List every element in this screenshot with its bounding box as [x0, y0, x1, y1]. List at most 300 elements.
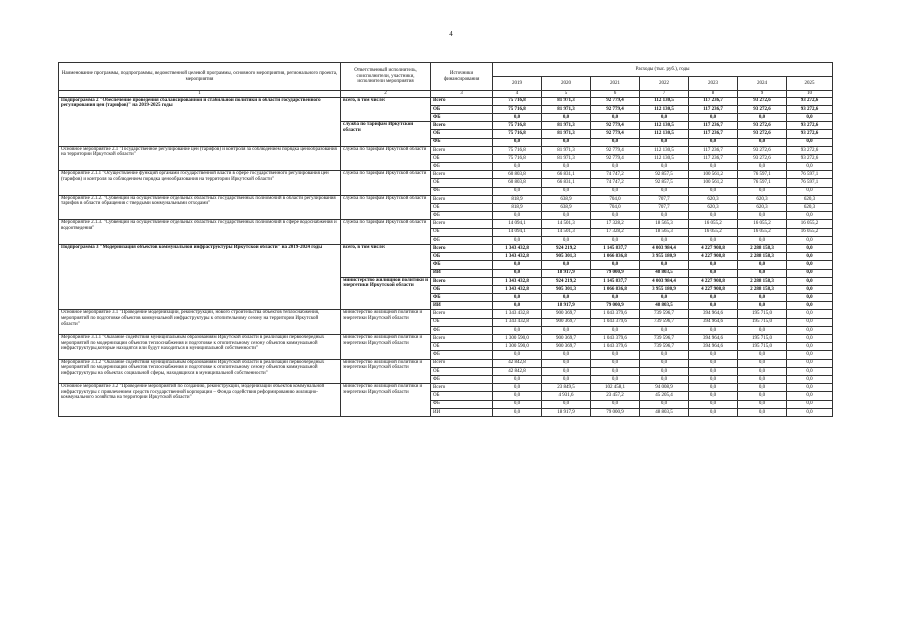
amount-cell: 0,0: [640, 187, 689, 195]
amount-cell: 0,0: [640, 326, 689, 334]
funding-source-cell: Всего: [431, 384, 493, 392]
funding-source-cell: Всего: [431, 277, 493, 285]
amount-cell: 76 597,1: [787, 171, 833, 179]
amount-cell: 100 561,2: [689, 171, 738, 179]
amount-cell: 0,0: [591, 261, 640, 269]
program-name-cell: Мероприятие 2.1.1 "Осуществление функций органами государственной власти в сфере государственного регулирования цен (тарифов) и контроля за соблюдением порядка ценообразования на территории Иркутской области": [59, 171, 341, 196]
amount-cell: 1 043 379,6: [591, 318, 640, 326]
funding-source-cell: ОБ: [431, 228, 493, 236]
funding-source-cell: ИИ: [431, 408, 493, 416]
amount-cell: 93 272,6: [738, 105, 787, 113]
funding-source-cell: ФБ: [431, 375, 493, 383]
amount-cell: 0,0: [591, 212, 640, 220]
amount-cell: 0,0: [591, 138, 640, 146]
amount-cell: 93 272,6: [738, 130, 787, 138]
amount-cell: 0,0: [493, 392, 542, 400]
table-row: [59, 384, 833, 392]
amount-cell: 92 857,5: [640, 171, 689, 179]
amount-cell: 93 272,6: [787, 97, 833, 105]
column-index: 5: [542, 91, 591, 98]
amount-cell: 0,0: [689, 392, 738, 400]
amount-cell: 81 971,3: [542, 97, 591, 105]
amount-cell: 74 747,2: [591, 179, 640, 187]
column-index: 4: [493, 91, 542, 98]
amount-cell: 0,0: [493, 163, 542, 171]
amount-cell: 195 715,0: [738, 343, 787, 351]
amount-cell: 0,0: [542, 261, 591, 269]
amount-cell: 0,0: [787, 408, 833, 416]
amount-cell: 93 272,6: [738, 97, 787, 105]
header-year: 2020: [542, 77, 591, 91]
amount-cell: 0,0: [738, 138, 787, 146]
amount-cell: 0,0: [493, 400, 542, 408]
amount-cell: 0,0: [689, 302, 738, 310]
amount-cell: 0,0: [542, 187, 591, 195]
amount-cell: 92 779,4: [591, 97, 640, 105]
amount-cell: 16 055,2: [787, 220, 833, 228]
funding-source-cell: Всего: [431, 195, 493, 203]
funding-source-cell: Всего: [431, 122, 493, 130]
amount-cell: 75 716,8: [493, 122, 542, 130]
executor-cell: министерство жилищной политики и энергетики Иркутской области: [341, 277, 431, 310]
amount-cell: 75 716,8: [493, 130, 542, 138]
amount-cell: 0,0: [542, 351, 591, 359]
amount-cell: 638,9: [542, 204, 591, 212]
amount-cell: 0,0: [689, 351, 738, 359]
column-index: 3: [431, 91, 493, 98]
table-body: [59, 97, 833, 416]
amount-cell: 0,0: [493, 302, 542, 310]
amount-cell: 620,3: [787, 195, 833, 203]
amount-cell: 79 000,9: [591, 269, 640, 277]
amount-cell: 0,0: [787, 351, 833, 359]
amount-cell: 739 596,7: [640, 343, 689, 351]
funding-source-cell: ФБ: [431, 261, 493, 269]
amount-cell: 0,0: [738, 212, 787, 220]
amount-cell: 1 043 379,6: [591, 335, 640, 343]
amount-cell: 0,0: [787, 261, 833, 269]
amount-cell: 92 779,4: [591, 122, 640, 130]
header-executor: Ответственный исполнитель, соисполнители, участники, исполнители мероприятия: [341, 63, 431, 91]
amount-cell: 0,0: [591, 187, 640, 195]
amount-cell: 0,0: [493, 384, 542, 392]
amount-cell: 1 343 432,8: [493, 310, 542, 318]
amount-cell: 620,3: [689, 204, 738, 212]
funding-source-cell: ИИ: [431, 302, 493, 310]
amount-cell: 0,0: [787, 163, 833, 171]
funding-source-cell: ОБ: [431, 179, 493, 187]
amount-cell: 0,0: [493, 269, 542, 277]
amount-cell: 0,0: [689, 375, 738, 383]
amount-cell: 2 288 158,3: [738, 277, 787, 285]
amount-cell: 0,0: [542, 359, 591, 367]
amount-cell: 0,0: [738, 294, 787, 302]
column-index: 7: [640, 91, 689, 98]
program-name-cell: Подпрограмма 2 "Обеспечение проведения сбалансированной и стабильной политики в области государственного регулирования цен (тарифов)" на 2019-2025 годы: [59, 97, 341, 146]
amount-cell: 112 130,5: [640, 97, 689, 105]
amount-cell: 0,0: [542, 138, 591, 146]
amount-cell: 0,0: [640, 359, 689, 367]
funding-source-cell: ОБ: [431, 130, 493, 138]
amount-cell: 0,0: [689, 212, 738, 220]
amount-cell: 0,0: [640, 400, 689, 408]
amount-cell: 1 343 432,8: [493, 253, 542, 261]
funding-source-cell: Всего: [431, 97, 493, 105]
amount-cell: 1 066 836,8: [591, 253, 640, 261]
amount-cell: 0,0: [738, 359, 787, 367]
amount-cell: 75 716,8: [493, 154, 542, 162]
amount-cell: 0,0: [493, 261, 542, 269]
amount-cell: 0,0: [787, 392, 833, 400]
amount-cell: 0,0: [738, 408, 787, 416]
funding-source-cell: Всего: [431, 310, 493, 318]
amount-cell: 394 964,6: [689, 335, 738, 343]
amount-cell: 739 596,7: [640, 318, 689, 326]
amount-cell: 0,0: [787, 359, 833, 367]
amount-cell: 1 145 837,7: [591, 244, 640, 252]
amount-cell: 0,0: [542, 367, 591, 375]
amount-cell: 704,0: [591, 195, 640, 203]
amount-cell: 117 236,7: [689, 105, 738, 113]
amount-cell: 1 043 379,6: [591, 343, 640, 351]
header-year: 2019: [493, 77, 542, 91]
funding-source-cell: ОБ: [431, 204, 493, 212]
amount-cell: 0,0: [787, 253, 833, 261]
amount-cell: 18 917,9: [542, 408, 591, 416]
amount-cell: 0,0: [787, 277, 833, 285]
funding-source-cell: ФБ: [431, 163, 493, 171]
amount-cell: 100 561,2: [689, 179, 738, 187]
amount-cell: 79 000,9: [591, 408, 640, 416]
amount-cell: 23 849,5: [542, 384, 591, 392]
amount-cell: 0,0: [493, 408, 542, 416]
amount-cell: 0,0: [787, 138, 833, 146]
budget-table: [58, 62, 833, 417]
amount-cell: 0,0: [787, 310, 833, 318]
amount-cell: 0,0: [689, 359, 738, 367]
amount-cell: 195 715,0: [738, 310, 787, 318]
amount-cell: 0,0: [689, 326, 738, 334]
amount-cell: 0,0: [542, 212, 591, 220]
amount-cell: 0,0: [787, 269, 833, 277]
executor-cell: служба по тарифам Иркутской области: [341, 195, 431, 220]
amount-cell: 60 803,8: [493, 171, 542, 179]
amount-cell: 0,0: [689, 138, 738, 146]
amount-cell: 16 055,2: [689, 228, 738, 236]
amount-cell: 0,0: [542, 113, 591, 121]
amount-cell: 0,0: [493, 138, 542, 146]
amount-cell: 0,0: [738, 187, 787, 195]
amount-cell: 1 066 836,8: [591, 285, 640, 293]
funding-source-cell: ФБ: [431, 113, 493, 121]
amount-cell: 16 055,2: [738, 220, 787, 228]
amount-cell: 620,3: [689, 195, 738, 203]
amount-cell: 93 272,6: [738, 154, 787, 162]
amount-cell: 1 145 837,7: [591, 277, 640, 285]
header-year: 2024: [738, 77, 787, 91]
amount-cell: 0,0: [591, 326, 640, 334]
executor-cell: всего, в том числе:: [341, 97, 431, 122]
amount-cell: 117 236,7: [689, 154, 738, 162]
executor-cell: министерство жилищной политики и энергетики Иркутской области: [341, 335, 431, 360]
funding-source-cell: ОБ: [431, 253, 493, 261]
amount-cell: 394 964,6: [689, 310, 738, 318]
amount-cell: 0,0: [640, 375, 689, 383]
amount-cell: 0,0: [738, 302, 787, 310]
executor-cell: служба по тарифам Иркутской области: [341, 146, 431, 171]
amount-cell: 0,0: [689, 384, 738, 392]
funding-source-cell: Всего: [431, 171, 493, 179]
header-year: 2022: [640, 77, 689, 91]
amount-cell: 93 272,6: [787, 130, 833, 138]
amount-cell: 93 272,6: [787, 105, 833, 113]
amount-cell: 0,0: [787, 367, 833, 375]
table-row: [59, 335, 833, 343]
amount-cell: 79 000,9: [591, 302, 640, 310]
amount-cell: 0,0: [640, 351, 689, 359]
amount-cell: 0,0: [689, 236, 738, 244]
amount-cell: 0,0: [640, 163, 689, 171]
amount-cell: 0,0: [787, 302, 833, 310]
amount-cell: 0,0: [493, 236, 542, 244]
executor-cell: служба по тарифам Иркутской области: [341, 171, 431, 196]
program-name-cell: Мероприятие 2.1.2. "Субвенции на осуществление отдельных областных государственных полномочий в области регулирования тарифов в области обращения с твердыми коммунальными отходами": [59, 195, 341, 220]
amount-cell: 620,3: [738, 195, 787, 203]
funding-source-cell: ИИ: [431, 269, 493, 277]
amount-cell: 0,0: [591, 359, 640, 367]
amount-cell: 0,0: [738, 400, 787, 408]
amount-cell: 0,0: [542, 163, 591, 171]
amount-cell: 0,0: [493, 351, 542, 359]
amount-cell: 0,0: [787, 212, 833, 220]
amount-cell: 4 227 908,8: [689, 277, 738, 285]
amount-cell: 112 130,5: [640, 105, 689, 113]
amount-cell: 81 971,3: [542, 105, 591, 113]
amount-cell: 112 130,5: [640, 122, 689, 130]
amount-cell: 0,0: [738, 113, 787, 121]
amount-cell: 0,0: [689, 187, 738, 195]
amount-cell: 0,0: [787, 236, 833, 244]
funding-source-cell: ФБ: [431, 236, 493, 244]
amount-cell: 0,0: [787, 294, 833, 302]
amount-cell: 48 803,5: [640, 269, 689, 277]
executor-cell: министерство жилищной политики и энергетики Иркутской области: [341, 310, 431, 335]
amount-cell: 74 747,2: [591, 171, 640, 179]
amount-cell: 394 964,6: [689, 318, 738, 326]
amount-cell: 93 272,6: [787, 154, 833, 162]
funding-source-cell: ОБ: [431, 285, 493, 293]
amount-cell: 60 803,8: [493, 179, 542, 187]
amount-cell: 4 931,6: [542, 392, 591, 400]
amount-cell: 0,0: [542, 326, 591, 334]
amount-cell: 707,7: [640, 204, 689, 212]
funding-source-cell: Всего: [431, 359, 493, 367]
header-name: Наименование программы, подпрограммы, ведомственной целевой программы, основного мероприятия, регионального проекта, мероприятия: [59, 63, 341, 91]
executor-cell: министерство жилищной политики и энергетики Иркутской области: [341, 359, 431, 384]
amount-cell: 92 779,4: [591, 130, 640, 138]
amount-cell: 620,3: [787, 204, 833, 212]
amount-cell: 2 288 158,3: [738, 285, 787, 293]
amount-cell: 638,9: [542, 195, 591, 203]
amount-cell: 4 227 908,8: [689, 285, 738, 293]
amount-cell: 0,0: [787, 384, 833, 392]
amount-cell: 76 597,1: [738, 171, 787, 179]
amount-cell: 48 803,5: [640, 302, 689, 310]
amount-cell: 93 272,6: [787, 122, 833, 130]
amount-cell: 704,0: [591, 204, 640, 212]
amount-cell: 0,0: [787, 113, 833, 121]
amount-cell: 0,0: [591, 294, 640, 302]
amount-cell: 0,0: [591, 400, 640, 408]
amount-cell: 76 597,1: [738, 179, 787, 187]
amount-cell: 3 955 180,9: [640, 253, 689, 261]
amount-cell: 924 219,2: [542, 277, 591, 285]
amount-cell: 45 205,4: [640, 392, 689, 400]
amount-cell: 0,0: [738, 261, 787, 269]
program-name-cell: Мероприятие 3.1.2 "Оказание содействия муниципальным образованиям Иркутской области в реализации первоочередных мероприятий по модернизации объектов теплоснабжения и подготовке к отопительному сезону объектов коммунальной инфраструктуры на объектах социальной сферы, находящихся в муниципальной собственности": [59, 359, 341, 384]
amount-cell: 0,0: [689, 408, 738, 416]
funding-source-cell: ФБ: [431, 326, 493, 334]
amount-cell: 1 300 590,0: [493, 343, 542, 351]
amount-cell: 0,0: [689, 163, 738, 171]
program-name-cell: Основное мероприятие 2.1 "Государственное регулирование цен (тарифов) и контроля за соблюдением порядка ценообразования на территории Иркутской области": [59, 146, 341, 171]
program-name-cell: Подпрограмма 3 "Модернизация объектов коммунальной инфраструктуры Иркутской области" на 2019-2024 годы: [59, 244, 341, 310]
funding-source-cell: Всего: [431, 335, 493, 343]
executor-cell: служба по тарифам Иркутской области: [341, 220, 431, 245]
program-name-cell: Основное мероприятие 3.2 "Проведение мероприятий по созданию, реконструкции, модернизации объектов коммунальной инфраструктуры с привлечением средств государственной корпорации – Фонда содействия реформированию жилищно-коммунального хозяйства на территории Иркутской области": [59, 384, 341, 417]
amount-cell: 18 565,3: [640, 228, 689, 236]
amount-cell: 81 971,3: [542, 146, 591, 154]
amount-cell: 905 301,3: [542, 285, 591, 293]
amount-cell: 0,0: [689, 261, 738, 269]
amount-cell: 1 300 590,0: [493, 335, 542, 343]
funding-source-cell: ФБ: [431, 400, 493, 408]
amount-cell: 0,0: [738, 163, 787, 171]
amount-cell: 93 272,6: [738, 146, 787, 154]
amount-cell: 707,7: [640, 195, 689, 203]
funding-source-cell: ОБ: [431, 367, 493, 375]
amount-cell: 0,0: [640, 138, 689, 146]
amount-cell: 0,0: [591, 351, 640, 359]
column-index: 8: [689, 91, 738, 98]
amount-cell: 0,0: [689, 113, 738, 121]
amount-cell: 0,0: [640, 367, 689, 375]
amount-cell: 75 716,8: [493, 97, 542, 105]
amount-cell: 0,0: [493, 326, 542, 334]
amount-cell: 900 369,7: [542, 318, 591, 326]
funding-source-cell: ОБ: [431, 154, 493, 162]
table-row: [59, 97, 833, 105]
amount-cell: 2 288 158,3: [738, 253, 787, 261]
amount-cell: 0,0: [640, 261, 689, 269]
amount-cell: 16 055,2: [689, 220, 738, 228]
header-source: Источники финансирования: [431, 63, 493, 91]
column-index: 2: [341, 91, 431, 98]
amount-cell: 739 596,7: [640, 310, 689, 318]
amount-cell: 0,0: [493, 113, 542, 121]
amount-cell: 42 842,8: [493, 359, 542, 367]
amount-cell: 117 236,7: [689, 97, 738, 105]
table-row: [59, 195, 833, 203]
amount-cell: 14 094,1: [493, 220, 542, 228]
funding-source-cell: ОБ: [431, 343, 493, 351]
column-index: 10: [787, 91, 833, 98]
amount-cell: 0,0: [787, 187, 833, 195]
amount-cell: 0,0: [738, 367, 787, 375]
header-year: 2023: [689, 77, 738, 91]
amount-cell: 0,0: [493, 294, 542, 302]
amount-cell: 92 779,4: [591, 105, 640, 113]
amount-cell: 0,0: [640, 113, 689, 121]
amount-cell: 924 219,2: [542, 244, 591, 252]
funding-source-cell: ФБ: [431, 187, 493, 195]
amount-cell: 905 301,3: [542, 253, 591, 261]
amount-cell: 112 130,5: [640, 154, 689, 162]
amount-cell: 0,0: [738, 351, 787, 359]
amount-cell: 0,0: [738, 326, 787, 334]
amount-cell: 0,0: [542, 236, 591, 244]
amount-cell: 620,3: [738, 204, 787, 212]
amount-cell: 0,0: [787, 335, 833, 343]
amount-cell: 14 501,3: [542, 228, 591, 236]
amount-cell: 0,0: [493, 187, 542, 195]
amount-cell: 66 831,1: [542, 179, 591, 187]
amount-cell: 75 716,8: [493, 146, 542, 154]
amount-cell: 900 369,7: [542, 335, 591, 343]
amount-cell: 0,0: [493, 375, 542, 383]
amount-cell: 0,0: [542, 400, 591, 408]
executor-cell: министерство жилищной политики и энергетики Иркутской области: [341, 384, 431, 417]
funding-source-cell: ОБ: [431, 318, 493, 326]
amount-cell: 900 369,7: [542, 343, 591, 351]
amount-cell: 0,0: [591, 367, 640, 375]
amount-cell: 18 565,3: [640, 220, 689, 228]
amount-cell: 0,0: [640, 212, 689, 220]
amount-cell: 0,0: [738, 384, 787, 392]
amount-cell: 818,9: [493, 195, 542, 203]
amount-cell: 0,0: [738, 236, 787, 244]
amount-cell: 1 343 432,8: [493, 244, 542, 252]
amount-cell: 16 055,2: [787, 228, 833, 236]
amount-cell: 1 043 379,6: [591, 310, 640, 318]
amount-cell: 14 094,1: [493, 228, 542, 236]
amount-cell: 1 343 432,8: [493, 277, 542, 285]
executor-cell: служба по тарифам Иркутской области: [341, 122, 431, 147]
amount-cell: 4 227 908,8: [689, 244, 738, 252]
amount-cell: 81 971,3: [542, 130, 591, 138]
amount-cell: 0,0: [787, 326, 833, 334]
amount-cell: 93 272,6: [787, 146, 833, 154]
amount-cell: 17 328,2: [591, 220, 640, 228]
amount-cell: 117 236,7: [689, 130, 738, 138]
amount-cell: 18 917,9: [542, 269, 591, 277]
amount-cell: 0,0: [787, 244, 833, 252]
funding-source-cell: Всего: [431, 244, 493, 252]
column-index: 1: [59, 91, 341, 98]
amount-cell: 0,0: [640, 236, 689, 244]
amount-cell: 66 831,1: [542, 171, 591, 179]
table-row: [59, 244, 833, 252]
executor-cell: всего, в том числе:: [341, 244, 431, 277]
amount-cell: 195 715,0: [738, 318, 787, 326]
amount-cell: 900 369,7: [542, 310, 591, 318]
amount-cell: 0,0: [640, 294, 689, 302]
amount-cell: 4 003 984,4: [640, 277, 689, 285]
amount-cell: 0,0: [689, 367, 738, 375]
amount-cell: 0,0: [493, 212, 542, 220]
table-row: [59, 220, 833, 228]
funding-source-cell: ФБ: [431, 212, 493, 220]
